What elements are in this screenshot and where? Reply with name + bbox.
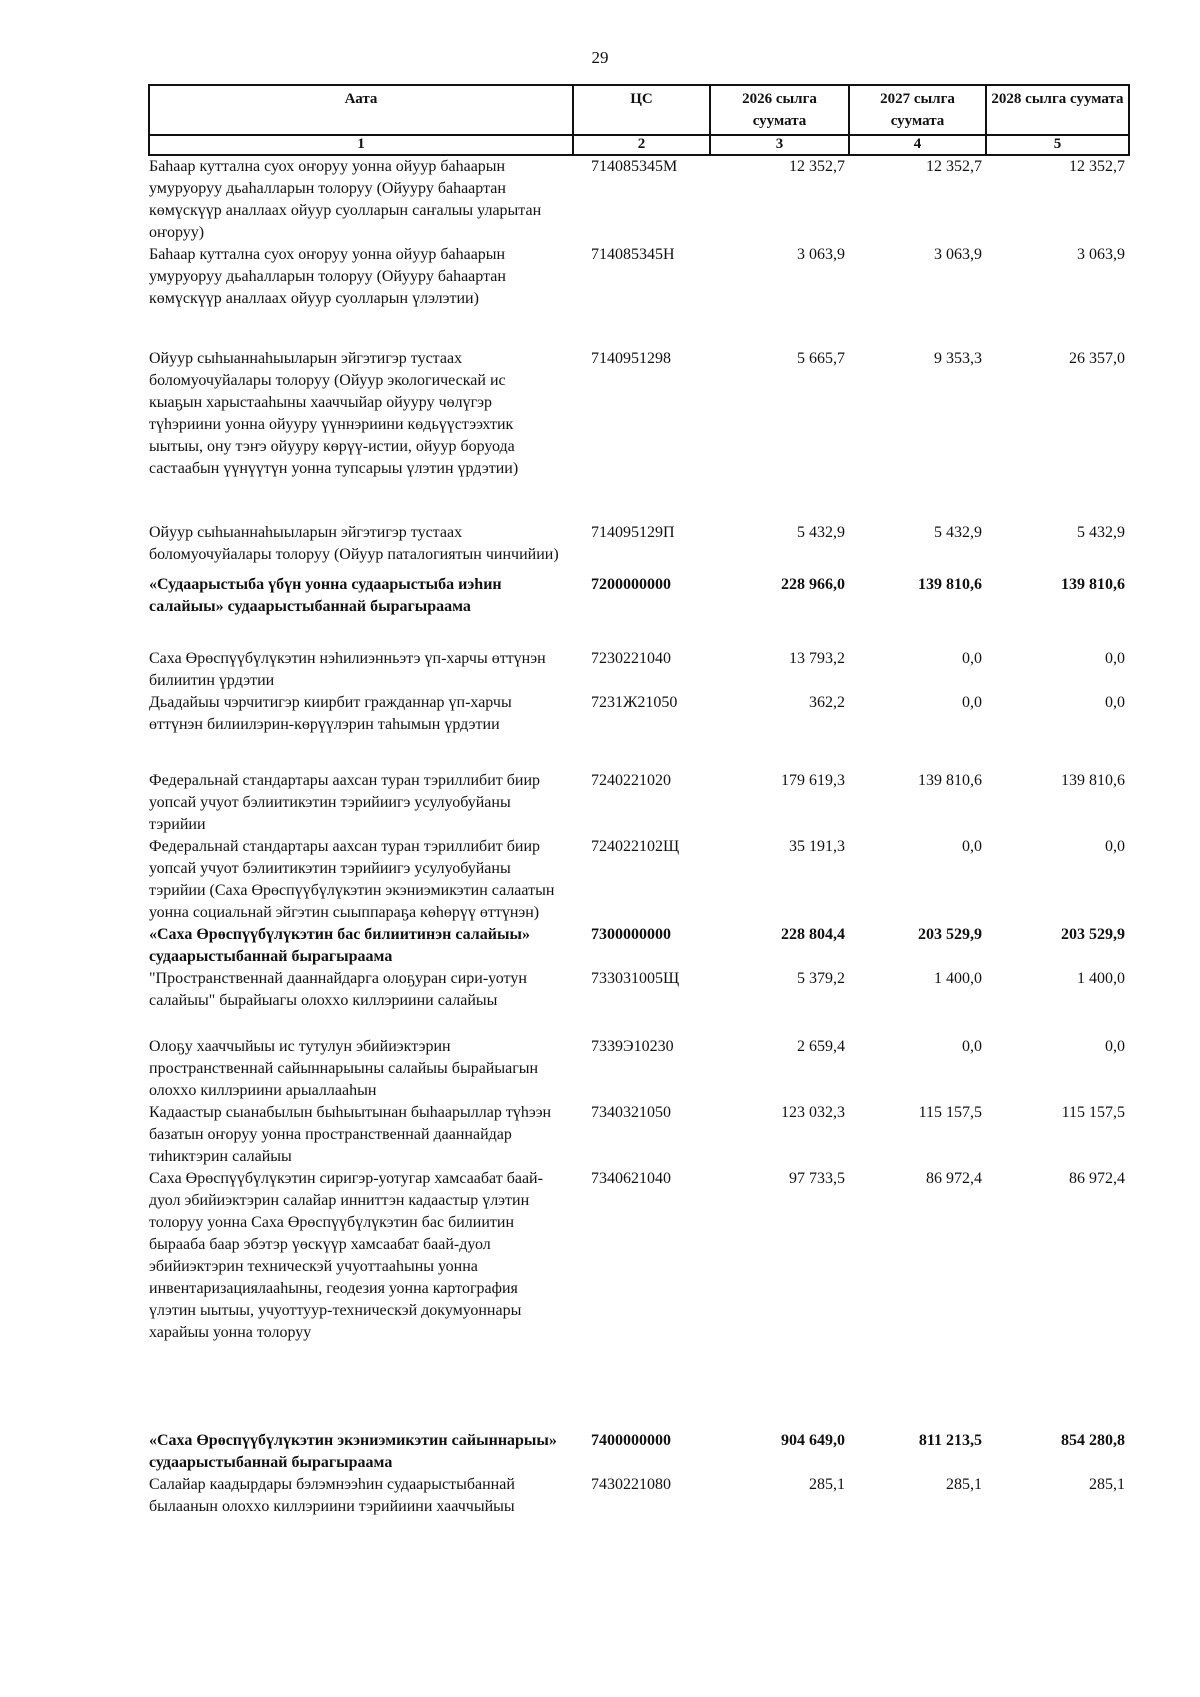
row-name: «Саха Өрөспүүбүлүкэтин бас билиитинэн салайыы» судаарыстыбаннай бырагыраама [149, 926, 530, 965]
row-amount-2026: 12 352,7 [789, 158, 845, 175]
page-number: 29 [591, 48, 609, 67]
row-code: 7200000000 [591, 576, 671, 593]
row-amount-2027: 203 529,9 [918, 926, 982, 943]
row-code: 7400000000 [591, 1432, 671, 1449]
row-name: Саха Өрөспүүбүлүкэтин сиригэр-уотугар хамсаабат баай-дуол эбийиэктэрин салайар инниттэн кадаастыр үлэтин толоруу уонна Саха Өрөспүүбүлүкэтин бас билиитин бырааба баар эбэтэр үөскүүр хамсаабат баай-дуол эбийиэктэрин техническэй учуоттааһыны уонна инвентаризациялааһыны, геодезия уонна картография үлэтин ыытыы, учуоттуур-техническэй докумуоннары харайыы уонна толоруу [149, 1170, 543, 1341]
row-name: Ойуур сыһыаннаһыыларын эйгэтигэр тустаах боломуочуйалары толоруу (Ойуур паталогиятын чинчийии) [149, 524, 559, 563]
budget-table [148, 84, 1130, 1518]
row-amount-2027: 0,0 [962, 694, 982, 711]
row-name: Кадаастыр сыанабылын быһыытынан быһаарыллар түһээн базатын оҥоруу уонна пространственнай дааннайдар тиһиктэрин салайыы [149, 1104, 552, 1165]
table-row [149, 1168, 1129, 1344]
row-amount-2028: 1 400,0 [1077, 970, 1125, 987]
row-amount-2027: 1 400,0 [934, 970, 982, 987]
row-amount-2028: 285,1 [1089, 1476, 1125, 1493]
row-name: Олоҕу хааччыйыы ис тутулун эбийиэктэрин пространственнай сайыннарыыны салайыы бырайыагын олохxo киллэриини арыаллааһын [149, 1038, 539, 1099]
row-name: Ойуур сыһыаннаһыыларын эйгэтигэр тустаах боломуочуйалары толоруу (Ойуур экологическай ис кыаҕын харыстааһыны хааччыйар ойууру чөлүгэр түһэриини уонна ойууру үүннэриини көдьүүстээхтик ыытыы, ону тэҥэ ойууру көрүү-истии, ойуур боруода састаабын үүнүүтүн уонна тупсарыы үлэтин үрдэтии) [149, 350, 519, 477]
table-row [149, 924, 1129, 968]
row-amount-2026: 285,1 [809, 1476, 845, 1493]
row-amount-2028: 0,0 [1105, 1038, 1125, 1055]
row-name: Салайар каадырдары бэлэмнээһин судаарыстыбаннай былаанын олохxo киллэриини тэрийиини хааччыйыы [149, 1476, 515, 1515]
row-code: 7231Ж21050 [591, 694, 678, 711]
row-name: Дьадайыы чэрчитигэр киирбит гражданнар үп-харчы өттүнэн билиилэрин-көрүүлэрин таһымын үрдэтии [149, 694, 512, 733]
row-code: 733031005Щ [591, 970, 680, 987]
table-row [149, 155, 1129, 244]
row-code: 714085345М [591, 158, 678, 175]
row-amount-2027: 12 352,7 [926, 158, 982, 175]
row-amount-2026: 362,2 [809, 694, 845, 711]
row-amount-2028: 0,0 [1105, 650, 1125, 667]
row-code: 7300000000 [591, 926, 671, 943]
row-amount-2027: 5 432,9 [934, 524, 982, 541]
row-code: 7140951298 [591, 350, 671, 367]
row-amount-2027: 0,0 [962, 1038, 982, 1055]
row-amount-2026: 13 793,2 [789, 650, 845, 667]
row-name: Федеральнай стандартары аахсан туран тэриллибит биир уопсай учуот бэлиитикэтин тэрийиигэ усулуобуйаны тэрийии (Саха Өрөспүүбүлүкэтин экэниэмикэтин салаатын уонна социальнай эйгэтин сыыппараҕа көһөрүү өттүнэн) [149, 838, 555, 921]
row-code: 714095129П [591, 524, 675, 541]
row-code: 7230221040 [591, 650, 671, 667]
table-row [149, 1474, 1129, 1518]
row-amount-2027: 139 810,6 [918, 576, 982, 593]
row-amount-2027: 285,1 [946, 1476, 982, 1493]
row-code: 7430221080 [591, 1476, 671, 1493]
column-number: 2 [573, 135, 710, 155]
row-amount-2026: 228 804,4 [781, 926, 845, 943]
header-2027: 2027 сылга суумата [849, 85, 986, 135]
row-amount-2026: 35 191,3 [789, 838, 845, 855]
table-row [149, 1102, 1129, 1168]
row-amount-2027: 811 213,5 [918, 1432, 982, 1449]
row-amount-2028: 115 157,5 [1061, 1104, 1125, 1121]
row-amount-2028: 139 810,6 [1061, 772, 1125, 789]
table-row [149, 480, 1129, 566]
table-row [149, 566, 1129, 618]
table-row [149, 968, 1129, 1012]
table-row [149, 618, 1129, 692]
row-amount-2026: 5 665,7 [797, 350, 845, 367]
row-name: Баһаар куттална суох оҥоруу уонна ойуур баһаарын умуруоруу дьаһалларын толоруу (Ойууру баһаартан көмүскүүр аналлаах ойуур суолларын саҥалыы уларытан оҥоруу) [149, 158, 542, 241]
row-code: 7240221020 [591, 772, 671, 789]
header-2028: 2028 сылга суумата [986, 85, 1129, 135]
row-amount-2027: 115 157,5 [918, 1104, 982, 1121]
row-amount-2026: 2 659,4 [797, 1038, 845, 1055]
row-amount-2028: 3 063,9 [1077, 246, 1125, 263]
row-amount-2026: 123 032,3 [781, 1104, 845, 1121]
row-amount-2027: 9 353,3 [934, 350, 982, 367]
table-row [149, 692, 1129, 736]
row-name: «Саха Өрөспүүбүлүкэтин экэниэмикэтин сайыннарыы» судаарыстыбаннай бырагыраама [149, 1432, 557, 1471]
row-name: Федеральнай стандартары аахсан туран тэриллибит биир уопсай учуот бэлиитикэтин тэрийиигэ усулуобуйаны тэрийии [149, 772, 541, 833]
table-row [149, 1344, 1129, 1474]
row-amount-2026: 3 063,9 [797, 246, 845, 263]
row-amount-2028: 139 810,6 [1061, 576, 1125, 593]
row-amount-2026: 5 432,9 [797, 524, 845, 541]
row-name: Баһаар куттална суох оҥоруу уонна ойуур баһаарын умуруоруу дьаһалларын толоруу (Ойууру баһаартан көмүскүүр аналлаах ойуур суолларын үлэлэтии) [149, 246, 506, 307]
row-amount-2028: 0,0 [1105, 838, 1125, 855]
row-name: Саха Өрөспүүбүлүкэтин нэһилиэнньэтэ үп-харчы өттүнэн билиитин үрдэтии [149, 650, 546, 689]
table-row [149, 310, 1129, 480]
header-name: Аата [149, 85, 573, 135]
row-code: 7340621040 [591, 1170, 671, 1187]
row-code: 7339Э10230 [591, 1038, 674, 1055]
row-amount-2027: 139 810,6 [918, 772, 982, 789]
row-amount-2026: 228 966,0 [781, 576, 845, 593]
row-amount-2028: 203 529,9 [1061, 926, 1125, 943]
row-amount-2028: 854 280,8 [1061, 1432, 1125, 1449]
row-amount-2028: 86 972,4 [1069, 1170, 1125, 1187]
row-amount-2026: 97 733,5 [789, 1170, 845, 1187]
table-row [149, 1012, 1129, 1102]
row-amount-2027: 0,0 [962, 838, 982, 855]
column-number: 5 [986, 135, 1129, 155]
row-code: 724022102Щ [591, 838, 680, 855]
row-amount-2027: 86 972,4 [926, 1170, 982, 1187]
column-number: 3 [710, 135, 849, 155]
row-amount-2027: 0,0 [962, 650, 982, 667]
row-amount-2026: 904 649,0 [781, 1432, 845, 1449]
row-amount-2026: 5 379,2 [797, 970, 845, 987]
table-row [149, 736, 1129, 836]
row-amount-2028: 26 357,0 [1069, 350, 1125, 367]
table-row [149, 836, 1129, 924]
column-number: 4 [849, 135, 986, 155]
header-code: ЦС [573, 85, 710, 135]
header-2026: 2026 сылга суумата [710, 85, 849, 135]
row-name: «Судаарыстыба үбүн уонна судаарыстыба иэһин салайыы» судаарыстыбаннай бырагыраама [149, 576, 502, 615]
row-amount-2026: 179 619,3 [781, 772, 845, 789]
row-code: 714085345Н [591, 246, 675, 263]
row-code: 7340321050 [591, 1104, 671, 1121]
row-amount-2028: 5 432,9 [1077, 524, 1125, 541]
table-row [149, 244, 1129, 310]
row-amount-2028: 12 352,7 [1069, 158, 1125, 175]
row-amount-2027: 3 063,9 [934, 246, 982, 263]
row-amount-2028: 0,0 [1105, 694, 1125, 711]
row-name: "Пространственнай дааннайдарга олоҕуран сири-уотун салайыы" бырайыагы олохxo киллэриини салайыы [149, 970, 527, 1009]
column-number: 1 [149, 135, 573, 155]
